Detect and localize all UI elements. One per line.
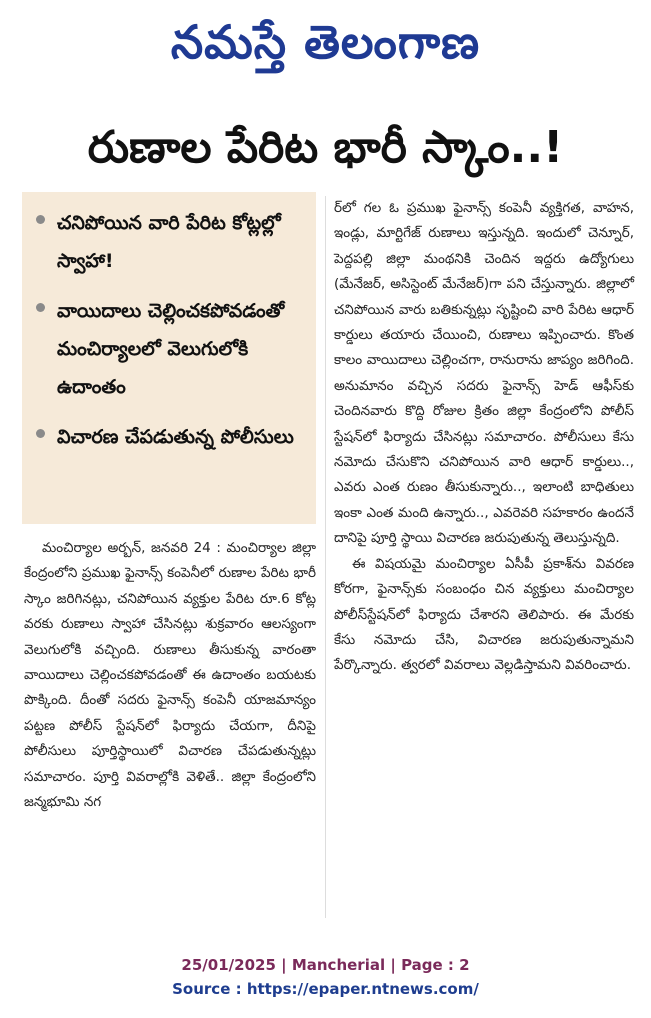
column-divider (325, 196, 326, 918)
footer-meta-line (0, 956, 651, 974)
footer-source-line: Source : https://epaper.ntnews.com/ (172, 980, 479, 998)
highlight-item (36, 204, 302, 280)
article-column-left (24, 536, 316, 815)
highlight-text: చనిపోయిన వారి పేరిట కోట్లల్లో స్వాహా! (57, 212, 281, 272)
footer-separator: | (390, 956, 396, 974)
footer-date: 25/01/2025 (181, 956, 276, 974)
article-paragraph: మంచిర్యాల అర్బన్, జనవరి 24 : మంచిర్యాల జిల్లా కేంద్రంలోని ప్రముఖ ఫైనాన్స్ కంపెనీలో రుణాల పేరిట భారీ స్కాం జరిగినట్లు, చనిపోయిన వ్యక్తుల పేరిట రూ.6 కోట్ల వరకు రుణాలు స్వాహా చేసినట్లు శుక్రవారం ఆలస్యంగా వెలుగులోకి వచ్చింది. రుణాలు తీసుకున్న వారంతా వాయిదాలు చెల్లించకపోవడంతో ఈ ఉదాంతం బయటకు పొక్కింది. దీంతో సదరు ఫైనాన్స్ కంపెనీ యాజమాన్యం పట్టణ పోలీస్ స్టేషన్‌లో ఫిర్యాదు చేయగా, దీనిపై పోలీసులు పూర్తిస్థాయిలో విచారణ చేపడుతున్నట్లు సమాచారం. పూర్తి వివరాల్లోకి వెళితే.. జిల్లా కేంద్రంలోని జన్మభూమి నగ (24, 540, 316, 811)
highlight-text: విచారణ చేపడుతున్న పోలీసులు (57, 426, 294, 448)
article-paragraph: ర్‌లో గల ఓ ప్రముఖ ఫైనాన్స్ కంపెనీ వ్యక్తిగత, వాహన, ఇండ్లు, మార్టిగేజ్ రుణాలు ఇస్తున్నది. ఇందులో చెన్నూర్, పెద్దపల్లి జిల్లా మంథనికి చెందిన ఇద్దరు ఉద్యోగులు (మేనేజర్, అసిస్టెంట్ మేనేజర్)గా పని చేస్తున్నారు. జిల్లాలో చనిపోయిన వారు బతికున్నట్లు సృష్టించి వారి పేరిట ఆధార్ కార్డులు తయారు చేయించి, రుణాలు ఇప్పించారు. కొంత కాలం వాయిదాలు చెల్లించగా, రానురాను జాప్యం జరిగింది. అనుమానం వచ్చిన సదరు ఫైనాన్స్ హెడ్ ఆఫీస్‌కు చెందినవారు కొద్ది రోజుల క్రితం జిల్లా కేంద్రంలోని పోలీస్ స్టేషన్‌లో ఫిర్యాదు చేసినట్లు సమాచారం. పోలీసులు కేసు నమోదు చేసుకొని చనిపోయిన వారి ఆధార్ కార్డులు.., ఎవరు ఎంత రుణం తీసుకున్నారు.., ఇలాంటి బాధితులు ఇంకా ఎంత మంది ఉన్నారు.., ఎవరెవరి సహకారం ఉందనే దానిపై పూర్తి స్థాయి విచారణ జరుపుతున్న తెలుస్తున్నది. (334, 200, 634, 547)
bullet-icon (36, 429, 45, 438)
highlight-item (36, 418, 302, 456)
article-headline: రుణాల పేరిట భారీ స్కాం..! (87, 122, 564, 173)
footer-separator: | (281, 956, 287, 974)
bullet-icon (36, 303, 45, 312)
footer-page: Page : 2 (401, 956, 470, 974)
highlights-box (22, 192, 316, 524)
newspaper-masthead: నమస్తే తెలంగాణ (170, 15, 481, 69)
highlight-item (36, 292, 302, 406)
article-column-right (334, 196, 634, 679)
highlight-text: వాయిదాలు చెల్లించకపోవడంతో మంచిర్యాలలో వెలుగులోకి ఉదాంతం (57, 300, 285, 398)
article-paragraph: ఈ విషయమై మంచిర్యాల ఏసీపీ ప్రకాశ్‌ను వివరణ కోరగా, ఫైనాన్స్‌కు సంబంధం చిన వ్యక్తులు మంచిర్యాల పోలీస్‌స్టేషన్‌లో ఫిర్యాదు చేశారని తెలిపారు. ఈ మేరకు కేసు నమోదు చేసి, విచారణ జరుపుతున్నామని పేర్కొన్నారు. త్వరలో వివరాలు వెల్లడిస్తామని వివరించారు. (334, 555, 634, 674)
bullet-icon (36, 215, 45, 224)
footer-location: Mancherial (291, 956, 386, 974)
